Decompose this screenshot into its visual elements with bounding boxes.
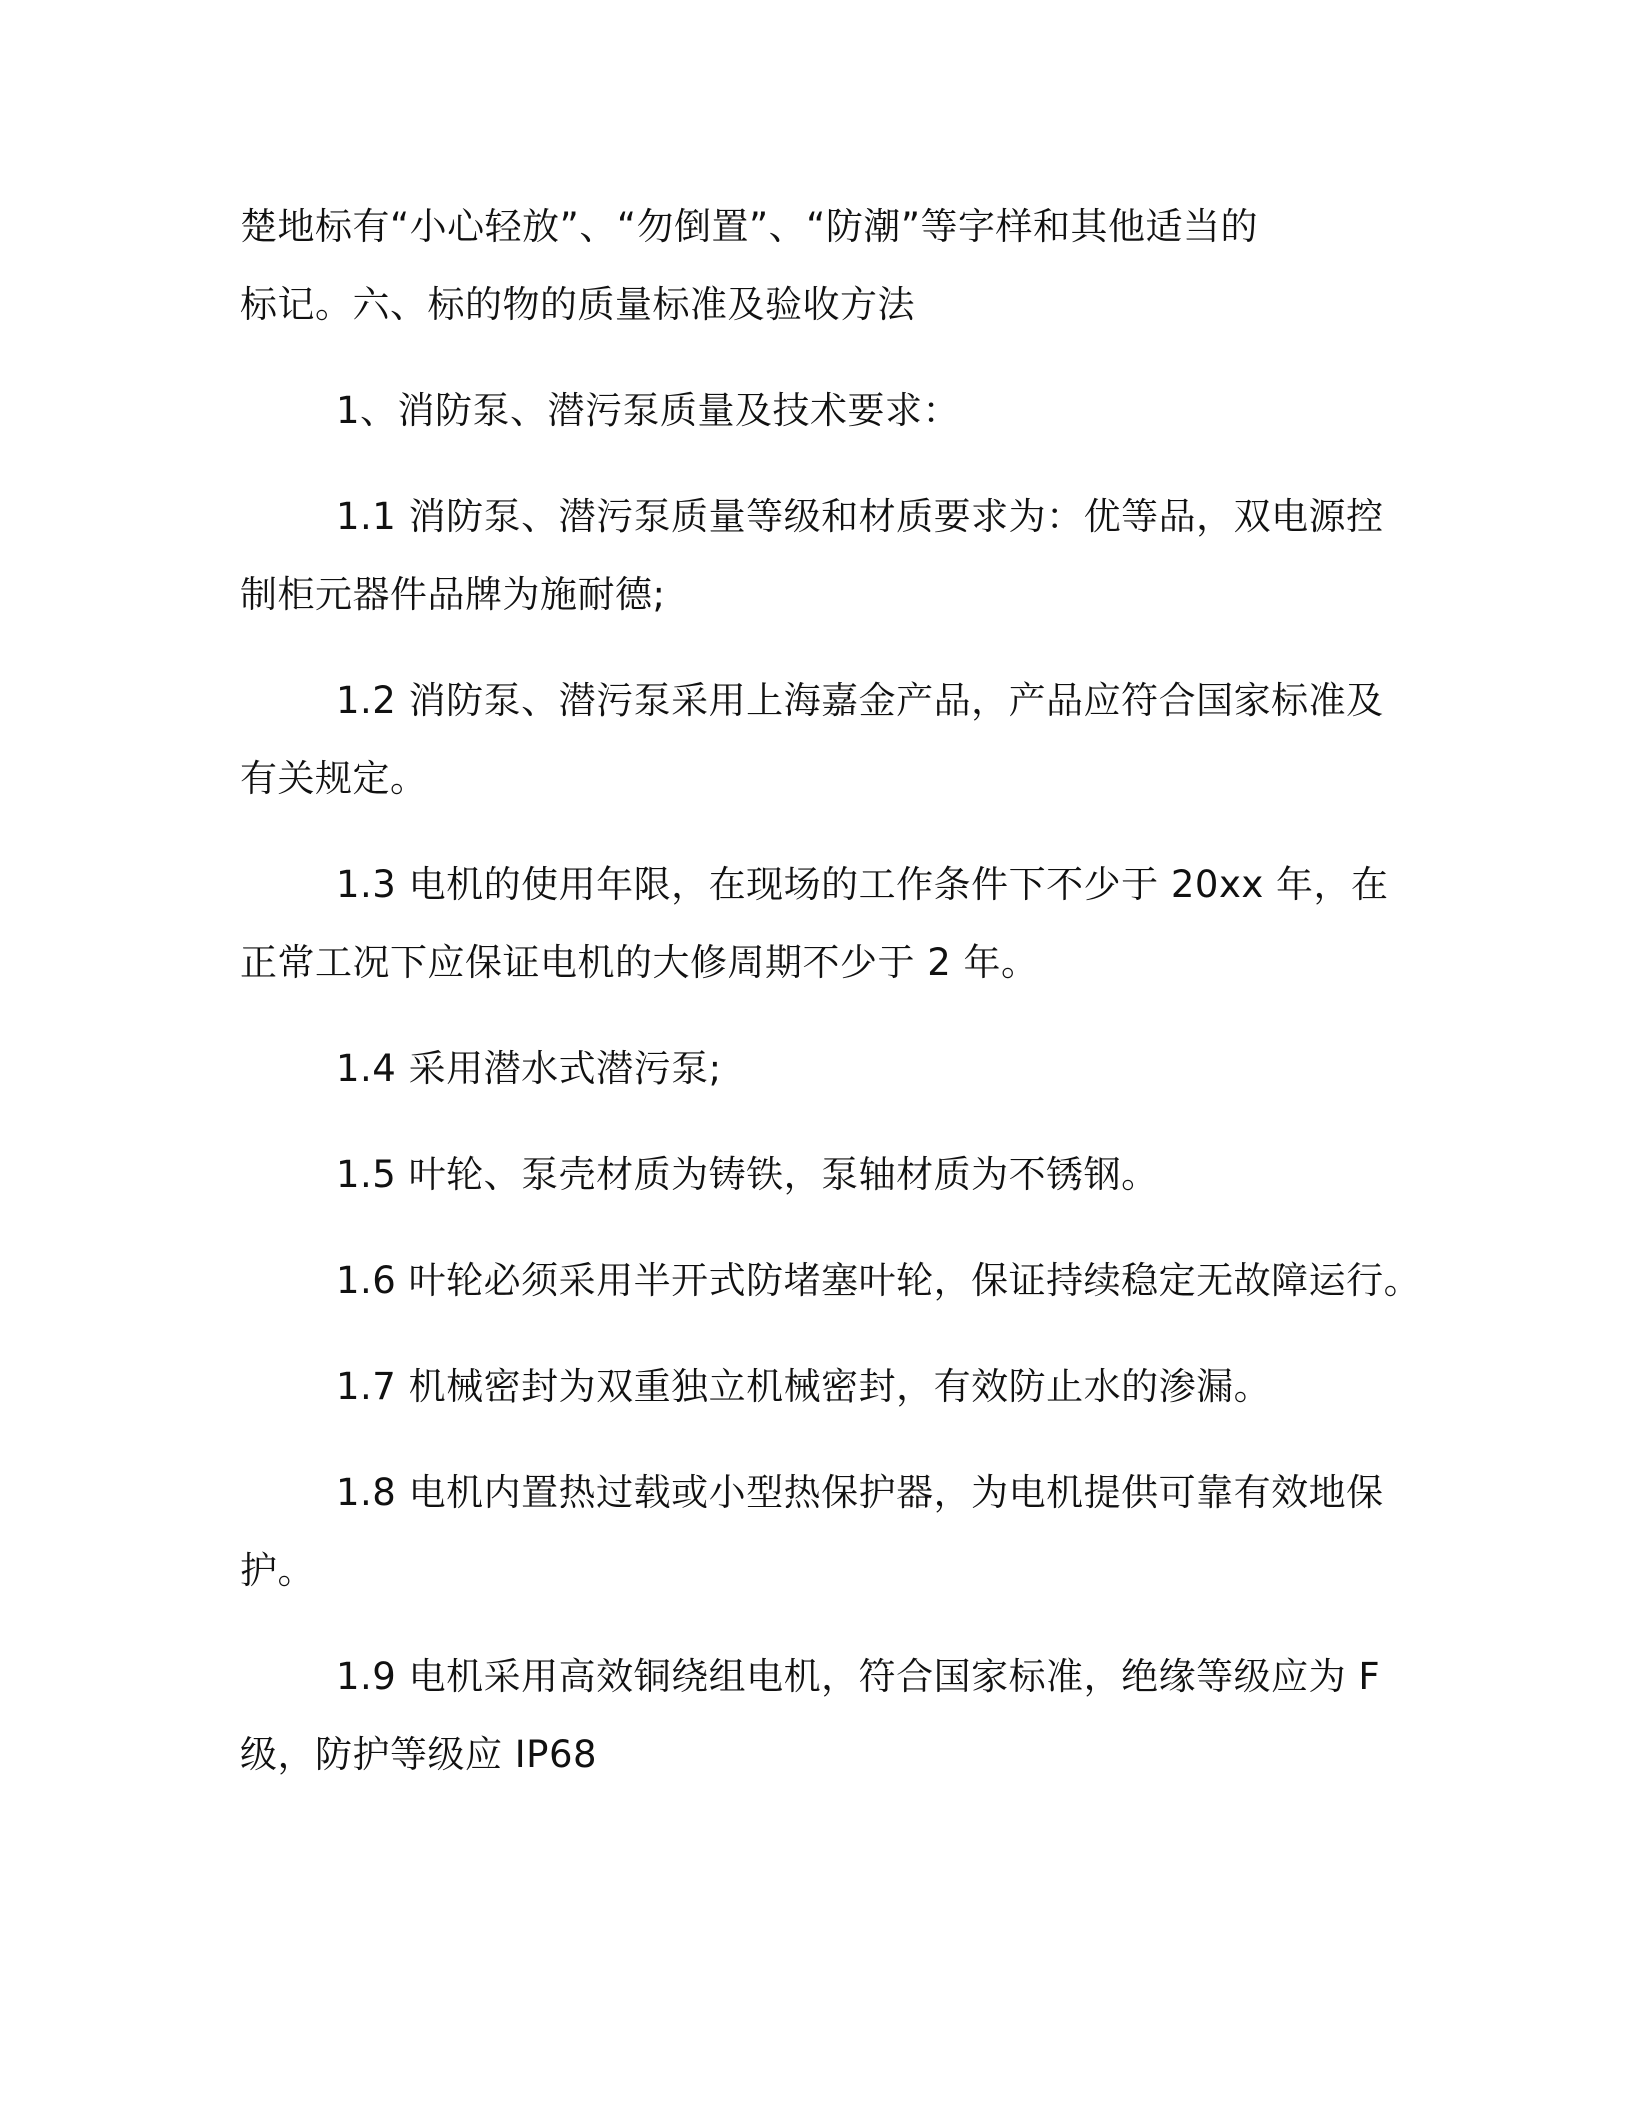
document-body	[240, 188, 1422, 1794]
text-line: 1.7 机械密封为双重独立机械密封，有效防止水的渗漏。	[336, 1365, 1272, 1408]
paragraph-1-1	[240, 478, 1400, 634]
text-line: 1.4 采用潜水式潜污泵;	[336, 1047, 722, 1090]
text-line: 制柜元器件品牌为施耐德;	[240, 573, 666, 616]
paragraph-1-2	[240, 662, 1400, 818]
text-line: 1.3 电机的使用年限，在现场的工作条件下不少于 20xx 年，在	[336, 863, 1389, 906]
paragraph-1-7	[240, 1348, 1400, 1426]
paragraph-1-4	[240, 1030, 1400, 1108]
paragraph-1-5	[240, 1136, 1400, 1214]
section-heading: 1、消防泵、潜污泵质量及技术要求：	[336, 389, 961, 432]
paragraph-packaging-marks	[240, 188, 1400, 344]
text-line: 标记。六、标的物的质量标准及验收方法	[240, 283, 915, 326]
text-line: 正常工况下应保证电机的大修周期不少于 2 年。	[240, 941, 1039, 984]
text-line: 1.2 消防泵、潜污泵采用上海嘉金产品，产品应符合国家标准及	[336, 679, 1384, 722]
paragraph-1-6	[240, 1242, 1422, 1320]
text-line: 有关规定。	[240, 757, 428, 800]
text-line: 级，防护等级应 IP68	[240, 1733, 598, 1776]
paragraph-1-8	[240, 1454, 1400, 1610]
text-line: 1.5 叶轮、泵壳材质为铸铁，泵轴材质为不锈钢。	[336, 1153, 1159, 1196]
text-line: 1.6 叶轮必须采用半开式防堵塞叶轮，保证持续稳定无故障运行。	[336, 1259, 1422, 1302]
text-line: 1.9 电机采用高效铜绕组电机，符合国家标准，绝缘等级应为 F	[336, 1655, 1381, 1698]
paragraph-1-9	[240, 1638, 1400, 1794]
text-line: 1.8 电机内置热过载或小型热保护器，为电机提供可靠有效地保	[336, 1471, 1384, 1514]
text-line: 护。	[240, 1549, 315, 1592]
text-line: 楚地标有“小心轻放”、“勿倒置”、“防潮”等字样和其他适当的	[240, 205, 1259, 248]
paragraph-1-3	[240, 846, 1400, 1002]
text-line: 1.1 消防泵、潜污泵质量等级和材质要求为：优等品，双电源控	[336, 495, 1384, 538]
paragraph-section-1	[240, 372, 1400, 450]
